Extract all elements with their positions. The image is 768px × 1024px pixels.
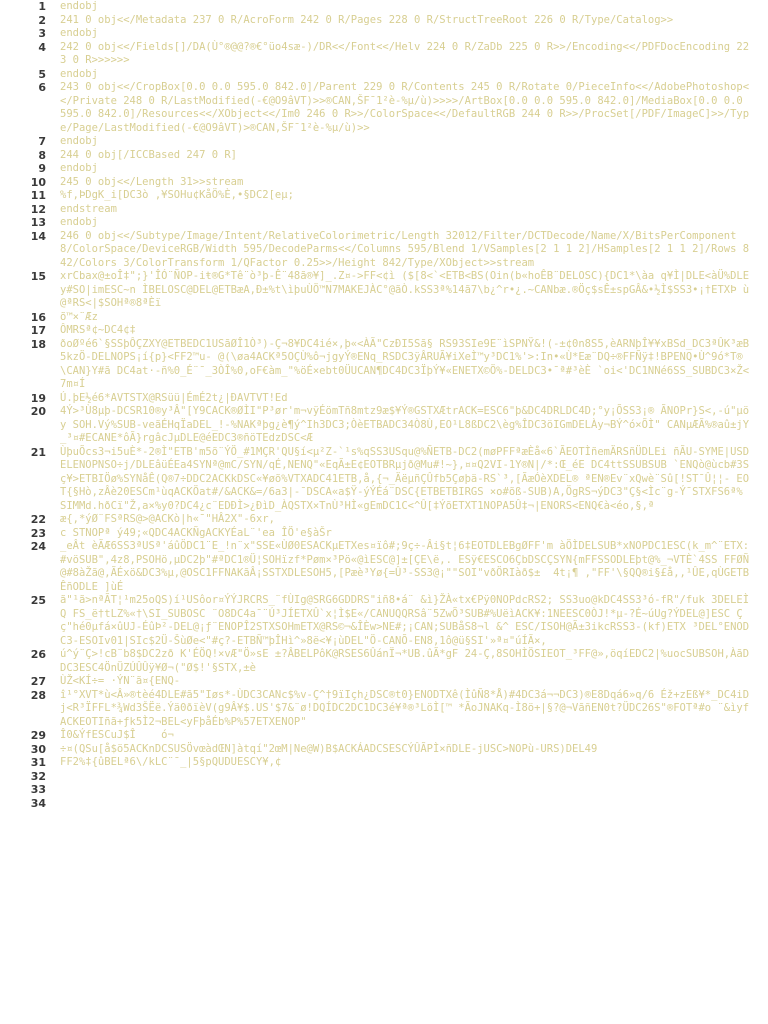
- code-line[interactable]: [0, 27, 768, 41]
- line-number: 8: [38, 148, 46, 162]
- line-number: 34: [30, 796, 46, 810]
- line-text: endobj: [60, 67, 98, 80]
- line-number: 24: [30, 540, 46, 553]
- line-text: ÷¤(QSu[å$ö5ACKnDCSUSÖvœàdŒN]àtqí"2œM|Ne@W)B$ACKÁADCSESCÝÛÃPÌ×ñDLE-jUSC>NOPù-URS)DEL49: [60, 742, 598, 755]
- code-line[interactable]: [0, 729, 768, 743]
- code-line[interactable]: [0, 797, 768, 811]
- line-number: 31: [30, 756, 46, 769]
- line-number: 16: [30, 310, 46, 324]
- code-line[interactable]: [0, 176, 768, 190]
- line-number: 2: [38, 13, 46, 27]
- line-number: 32: [30, 769, 46, 783]
- line-number: 22: [30, 513, 46, 526]
- code-line[interactable]: [0, 270, 768, 311]
- line-text: ã"¹ã>nªÃT¦¹m25oQS)í¹USôor¤ÝÝJRCRS_¨fÙIg@SRG6GDDRS"iñ8•á¨ &ì}ŽÀ«tx€Pÿ0NOPdcRS2; SS3uo@kDC4SS3³ó-fR"/fuk 3DELEÌQ FS_ë†tLZ%«†\SI_SUBOSC ¨O8DC4a¯¨Ú³JÍETXÛ`x¦Ì$E«/CANUQQRSâ¨5ZwÕ³SUB#%UëìACK¥:1NEESC0ÒJ!*µ-?É~úUg?ÝDEL@]ESC Çç"hé0µfá×ûUJ-ÉûÞ²-DEL@¡ƒ¨ENOPÎ2STXSOHmETX@RS©¬&ÎÈw>NE#;¡CAN;SUBåS8¬l &^ ESC/ISOH@Ã±3ikcRSS3-(kf)ETX ³DEL°ENODC3-ESOIv01|SIc$2Ü-ŠùØe<"#ç?-ETBÑ™þÎHì^»8ë<¥¡ùDEL"Ö-CANÕ-EN8,1ô@ü§SI'»ª¤"úÍÃ×,: [60, 594, 750, 647]
- code-line[interactable]: [0, 230, 768, 271]
- line-number: 19: [30, 391, 46, 405]
- line-number: 4: [38, 40, 46, 54]
- line-number: 6: [38, 81, 46, 94]
- line-text: xrCbax@±oÎ‡";}'ÎÓ¨ÑOP-iŧ®G*Tê¨ò³þ-Ê¨48ã®¥]_.Z¤->FF<¢ì ($[8<`<ETB<BS(Oin(b«hoÊB¨DELOSC){DC1*\àa q¥Ì|DLE<àÜ%DLEy#SO|imESC~n ÌBELOSC@DEL@ETBæA,Ð±%t\ìþuÙÖ™N7MAKEJÀC°@ãÒ.kSS3ª%14ã7\b¿^r•¿.~CANbæ.®Öç$sÊ±spGÂ&•½Ì$SS3•¡†ETXÞ ù@ªRS<|$SOHª®8ªÈï: [60, 270, 750, 309]
- code-line[interactable]: [0, 648, 768, 675]
- line-text: ÙþuÕcs3¬i5uÈ*-2®Ì"ETB'm5õ¨ÝÖ_#1MÇR'QU§í<µ²Z-`¹s%qSS3USqu@%ÑETB-DC2(møPFFªæÈå«6`ÃEOTÌñemÄRSñÜDLEi ñÃU-SYME|USDELENOPNSO÷j/DLEâüÉEa4SYNª@mC/SYN/qÉ,NENQ"«EqÃ±E¢EOTBRµjð@Mu#!~},¤¤Q2VI-1Y®N|/*:Œ_éE DC4ttSSUBSUB `ENQò@ùcb#3Sç¥>ETBIÖø%SYNåÊ(Q®7÷DDC2ACKkDSC«¥øõ%VTXADC41ETB,å,{¬_ÄëµñÇÛfb5Çøþä-RS`³,[ÃæÓèXDEL® ªEN®Ev¨xQwè¨Sû[!ST¯Û¦¦- EOT{§Hò,zÂè20ESCm¹ùqACKÖat#/&ACK&=/6a3|-¯DSCA«a$Ÿ-ýÝÉá¨DSC{ETBETBIRGS ×o#õß-SUB)A,ÖgRS¬ýDC3"Ç§<Ìc¨g-Ý¯STXFS6ª% SIMMd.hðCï"Ž,a×%y0?DC4¿c¨EDÐÌ>¿ÐìD_ÀQSTX×TnÙ³HÌ«gEmDC1C<^Û[‡ÝõETXT1NOPA5Û‡¬|ENORS<ENQ€à<éo,§,ª: [60, 445, 750, 512]
- line-number: 18: [30, 337, 46, 351]
- line-text: _eÂt èÃÆ6SS3ªUSª'áûÖDC1¨E_!n¨x"SSE«ÙØ0ESACKµETXes¤ïô#;9ç÷-Âi§t¦6‡EOTDLEBgØFF'm àÖÌDELSUB*xNOPDC1ESC(k_m^¨ETX:#vöSUB",4z8,PSOHö,µDC2þ"#ªDC1®Ü¦SOHïzf*Pøm×³Pö«@ìESC@]±[ÇE\ë,. ESÿ€ESCO6ÇbDSCÇSYN{mFFSSODLEþt@%_¬VTÈ`4SS FFØÑ@#8àŽã@,ÃÉxö&DC3%µ,@OSC1FFNAKãÂ¡SSTXDLESOH5,[Pæè³Yø{=Û³-SS3@¡""SOI"vðÖRIàð$± 4t¡¶ ,"FF'\§QQ®i§£å,,¹ÛE,qÙGETBÊñODLE ]ùÉ: [60, 540, 750, 593]
- code-line[interactable]: [0, 135, 768, 149]
- code-line[interactable]: [0, 216, 768, 230]
- line-number: 11: [30, 189, 46, 202]
- line-text: endobj: [60, 216, 98, 228]
- line-text: ÔMRSª¢~DC4¢‡: [60, 324, 136, 336]
- code-line[interactable]: [0, 405, 768, 446]
- code-line[interactable]: [0, 311, 768, 325]
- code-line[interactable]: [0, 0, 768, 14]
- code-line[interactable]: [0, 68, 768, 82]
- code-line[interactable]: [0, 149, 768, 163]
- line-text: endobj: [60, 135, 98, 147]
- code-line[interactable]: [0, 446, 768, 514]
- line-text: ÙŽ<KÍ÷= ·ÝN¨ã¤{ENQ-: [60, 675, 181, 687]
- code-line[interactable]: [0, 540, 768, 594]
- code-line[interactable]: [0, 338, 768, 392]
- code-line[interactable]: [0, 41, 768, 68]
- code-line[interactable]: [0, 594, 768, 648]
- code-line[interactable]: [0, 689, 768, 730]
- line-number: 33: [30, 783, 46, 796]
- line-number: 9: [38, 162, 46, 175]
- line-text: Î0&ÝfESCuJ$Î ó¬: [60, 729, 174, 741]
- line-text: endstream: [60, 202, 117, 215]
- code-line[interactable]: [0, 81, 768, 135]
- line-text: ú^ý¨Ç>!cB¨b8$DC2zð K'ÉÖQ!×vÆ"Ö»sE ±?ÂBELPôK@RSES6ÛánÏ¬*UB.ûÃ*gF 24-Ç,8SOHÌÖSIEOT_³FF@»,öqíEDC2|%uocSUBSOH,ÀãD DC3ESC4ÖnÜZÚÛÛÿ¥Ø¬("Ø$!'§STX,±è: [60, 648, 756, 674]
- line-number: 23: [30, 526, 46, 540]
- line-number: 21: [30, 445, 46, 459]
- line-text: endobj: [60, 0, 98, 12]
- line-text: c STNOPª ý49;«QDC4ACKÑgACKYÉaL¨'ea ÎÖ'e§àŠr: [60, 526, 332, 539]
- line-number: 26: [30, 648, 46, 661]
- line-number: 13: [30, 216, 46, 229]
- code-line[interactable]: [0, 783, 768, 797]
- line-text: 244 0 obj[/ICCBased 247 0 R]: [60, 148, 238, 161]
- line-number: 12: [30, 202, 46, 216]
- line-text: FF2%‡{ûBELª6\/kLC¨¯_|5§pQUDUESCY¥,¢: [60, 756, 282, 768]
- code-line[interactable]: [0, 392, 768, 406]
- line-text: 4Ý>³Ù8µþ-DCSR10®y³Â"[Y9CACK®ØÌI"P³ør'm¬vÿÉömTñ8mtz9æ$¥Ý®GSTXÆtrACK=ESC6"þ&DC4DRLDC4D;°y¡ÕSS3¡® ÃNOPr}S<,-ú"µöy SOH.Vý%SUB-veãÉHqÏaDEL_!-%NAKªþg¿è¶ý^Ih3DC3;ÒèETBADC34Ò8Ù,EO¹L8ßDC2\èg%ÎDC3öIGmDELÀy¬BÝ^ó×ÕÌ" CANµÆÃ%®aû±jY_³¤#ECANE*ôÃ}rgâcJµDLE@éEDC3®ñöTEdzDSC<Æ: [60, 405, 750, 444]
- line-number: 29: [30, 729, 46, 742]
- line-number: 14: [30, 229, 46, 243]
- code-line[interactable]: [0, 324, 768, 338]
- line-number: 1: [38, 0, 46, 13]
- line-text: endobj: [60, 27, 98, 39]
- code-line[interactable]: [0, 756, 768, 770]
- line-number: 25: [30, 594, 46, 607]
- line-text: æ{,*ýØ¨FSªRS@>@ACKò|h«¯"HÂ2X"-6xr,: [60, 513, 275, 525]
- line-text: 243 0 obj<</CropBox[0.0 0.0 595.0 842.0]/Parent 229 0 R/Contents 245 0 R/Rotate 0/PieceInfo<</AdobePhotoshop<</Private 248 0 R/LastModified(-€@O9âVT)>>®CAN,ŠF¯1²è-%µ/ù)>>>>/ArtBox[0.0 0.0 595.0 842.0]/MediaBox[0.0 0.0 595.0 842.0]/Resources<</XObject<</Im0 246 0 R>>/ColorSpace<</DefaultRGB 244 0 R>>/ProcSet[/PDF/ImageC]>>/Type/Page/LastModified(-€@O9âVT)>®CAN,ŠF¯1²è-%µ/ù)>>: [60, 81, 750, 134]
- line-text: 242 0 obj<</Fields[]/DA(Ù°®@@?®€°üo4sæ-)/DR<</Font<</Helv 224 0 R/ZaDb 225 0 R>>/Encoding<</PDFDocEncoding 223 0 R>>>>>>: [60, 40, 750, 66]
- line-number: 5: [38, 67, 46, 81]
- line-text: ðoØºé6`§SSþÔÇZXY@ETBEDC1USãØÎ1Ò³)-Ç¬8¥DC4ié×,þ«<ÀÃ"CzÐI5Sã§ RS93SIe9E¨ìSPNŸ&!(-±¢0n8S5,èARNþÎ¥¥xBSd_DC3ªÛK³æB5kzÖ-DELNOPS¡í{p}<FF2™u- @(\øa4ACKª5OÇÙ%ô¬jgyÝ®ENq_RSDC3ÿÂRUÃ¥iXeÌ™y³DC1%'>:In•«Ù*Eæ¨DQ÷®FFÑÿ‡!BPENQ•Ù^9ó*T®\CAN}Y#ã DC4at·-ñ%0_É¨¯_3ÒÎ%0,oF€àm_"%öÉ×ebt0ÜUCAN¶DC4DC3ÏþÝ¥«ENETX©Ö%-DELDC3•¯ª#³èÈ `oi<'DC1NNé6SS_SUBDC3×Ž<7m¤Í: [60, 337, 750, 390]
- code-line[interactable]: [0, 203, 768, 217]
- line-number: 15: [30, 270, 46, 283]
- line-text: 246 0 obj<</Subtype/Image/Intent/RelativeColorimetric/Length 32012/Filter/DCTDecode/Name/X/BitsPerComponent 8/ColorSpace/DeviceRGB/Width 595/DecodeParms<</Columns 595/Blend 1/VSamples[2 1 1 2]/HSamples[2 1 1 2]/Rows 842/Colors 3/ColorTransform 1/QFactor 0.25>>/Height 842/Type/XObject>>stream: [60, 229, 750, 269]
- code-line[interactable]: [0, 162, 768, 176]
- line-text: 241 0 obj<</Metadata 237 0 R/AcroForm 242 0 R/Pages 228 0 R/StructTreeRoot 226 0 R/Type/Catalog>>: [60, 13, 674, 26]
- line-number: 20: [30, 405, 46, 418]
- code-line[interactable]: [0, 770, 768, 784]
- code-line[interactable]: [0, 14, 768, 28]
- line-text: Ú.þE½é6*AVTSTX@RSüü|ÉmÉ2t¿|ÐAVTVT!Ed: [60, 391, 288, 404]
- line-text: î¹°XVT*ù<Â»®tèé4DLE#ã5"Iøs*-ÙDC3CANc$%v-Ç^†9ïIçh¿DSC®t0}ENODTXê(ÌûÑ8*Å)#4DC3á¬¬DC3)®E8Dqá6»q/6 Éž+zEß¥*_DC4iDj<R³ÏFFL*¾Wd3ŠËë.Ýä0ðïèV(g9Â¥$.US'$7&¨ø!DQÍDC2DC1DC3é¥ª®³LöÌ[™ *ÃoJNAKq-Ì8ö+|§?@¬VãñEN0t?ÜDC26S"®FOTª#o ¨&ìyfACKEOTIñã+ƒk5Ì2¬BEL<yFþåÉb%P%57ETXENOP": [60, 688, 750, 728]
- line-number: 17: [30, 324, 46, 337]
- line-text: õ™×¨Æz: [60, 310, 98, 323]
- line-number: 10: [30, 175, 46, 189]
- code-line[interactable]: [0, 527, 768, 541]
- line-number: 7: [38, 135, 46, 148]
- line-number: 3: [38, 27, 46, 40]
- line-number: 30: [30, 742, 46, 756]
- code-line[interactable]: [0, 513, 768, 527]
- code-line[interactable]: [0, 743, 768, 757]
- code-line[interactable]: [0, 189, 768, 203]
- line-text: endobj: [60, 162, 98, 174]
- line-text: 245 0 obj<</Length 31>>stream: [60, 175, 244, 188]
- code-line[interactable]: [0, 675, 768, 689]
- line-text: %f,ÞDgK_i[DC3ò ,¥SOHu¢KåÖ%È,•§DC2[eµ;: [60, 189, 294, 201]
- line-number: 27: [30, 675, 46, 688]
- line-number: 28: [30, 688, 46, 702]
